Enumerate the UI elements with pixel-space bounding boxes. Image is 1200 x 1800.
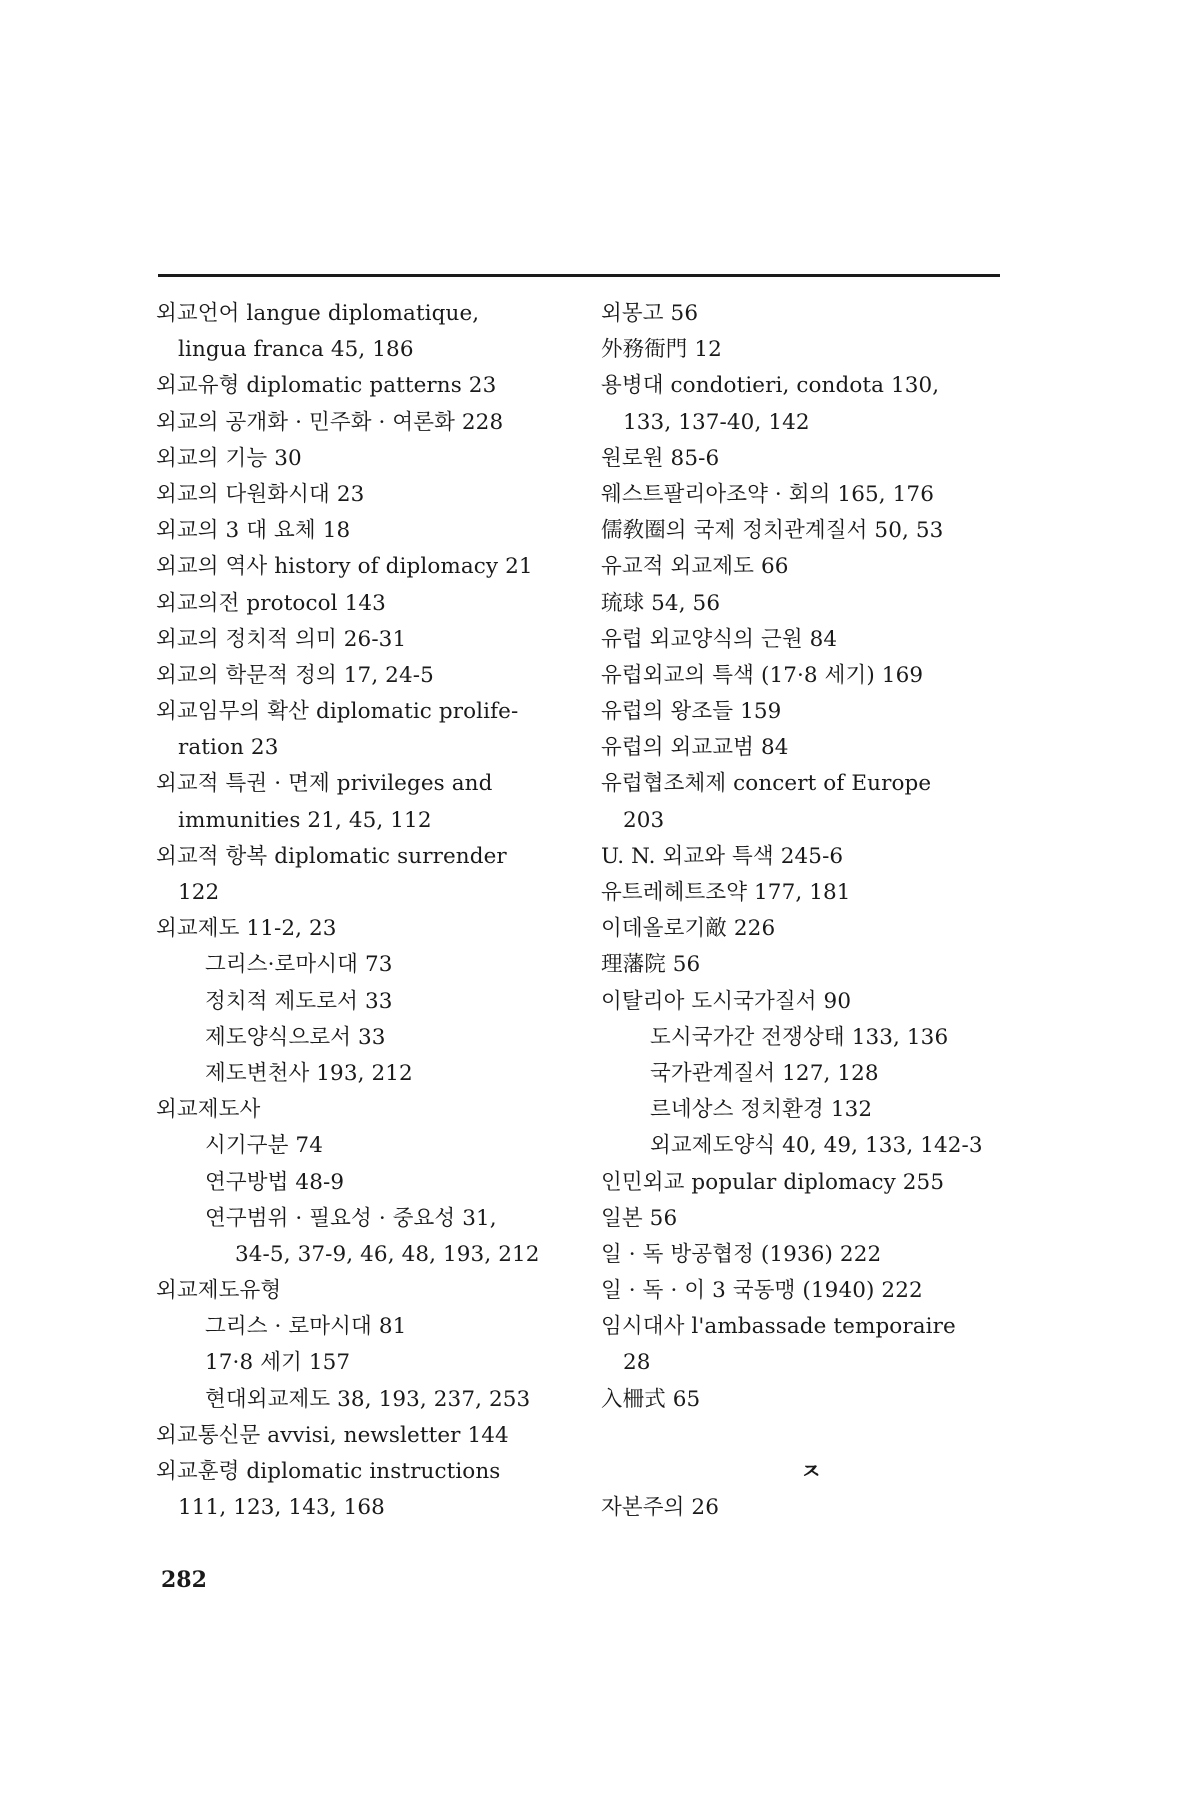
index-entry: 儒敎圈의 국제 정치관계질서 50, 53	[601, 518, 944, 544]
index-entry: 34-5, 37-9, 46, 48, 193, 212	[235, 1241, 540, 1267]
index-entry: 연구방법 48-9	[205, 1169, 345, 1195]
index-entry: 일 · 독 방공협정 (1936) 222	[601, 1241, 882, 1267]
index-entry: 外務衙門 12	[601, 337, 722, 363]
index-entry: 자본주의 26	[601, 1495, 719, 1521]
index-entry: 정치적 제도로서 33	[205, 988, 393, 1014]
index-entry: 入柵式 65	[601, 1386, 701, 1412]
index-entry: 유럽 외교양식의 근원 84	[601, 626, 838, 652]
index-entry: 외교의 기능 30	[156, 445, 302, 471]
index-entry: 외교임무의 확산 diplomatic prolife-	[156, 699, 519, 725]
index-entry: 국가관계질서 127, 128	[650, 1060, 879, 1086]
index-entry: 용병대 condotieri, condota 130,	[601, 373, 940, 399]
index-entry: 현대외교제도 38, 193, 237, 253	[205, 1386, 531, 1412]
index-entry: 외교제도사	[156, 1097, 261, 1123]
index-entry: 琉球 54, 56	[601, 590, 721, 616]
index-entry: U. N. 외교와 특색 245-6	[601, 843, 844, 869]
index-entry: 외교훈령 diplomatic instructions	[156, 1459, 501, 1484]
index-entry: 이데올로기敵 226	[601, 916, 776, 942]
index-entry: 理藩院 56	[601, 952, 701, 978]
index-entry: 원로원 85-6	[601, 445, 720, 471]
index-entry: 유트레헤트조약 177, 181	[601, 880, 851, 905]
index-entry: 외교의 공개화 · 민주화 · 여론화 228	[156, 409, 504, 435]
index-entry: 제도변천사 193, 212	[205, 1060, 413, 1086]
index-entry: 외교의 학문적 정의 17, 24-5	[156, 662, 434, 688]
index-entry: lingua franca 45, 186	[178, 337, 414, 363]
index-entry: 133, 137-40, 142	[623, 409, 810, 435]
index-entry: 28	[623, 1350, 651, 1376]
index-entry: 시기구분 74	[205, 1133, 323, 1159]
index-entry: 유교적 외교제도 66	[601, 554, 789, 580]
index-entry: 그리스 · 로마시대 81	[205, 1314, 407, 1340]
index-entry: 일 · 독 · 이 3 국동맹 (1940) 222	[601, 1278, 923, 1304]
index-entry: 외교제도양식 40, 49, 133, 142-3	[650, 1133, 983, 1159]
index-column-right	[601, 296, 1021, 1526]
index-column-left	[156, 296, 576, 1526]
index-entry: 웨스트팔리아조약 · 회의 165, 176	[601, 481, 934, 507]
index-entry: 122	[178, 880, 220, 905]
index-entry: 유럽협조체제 concert of Europe	[601, 771, 932, 797]
index-entry: 17·8 세기 157	[205, 1350, 351, 1376]
index-entry: 외교의 정치적 의미 26-31	[156, 626, 407, 652]
index-entry: 외교의 역사 history of diplomacy 21	[156, 554, 533, 580]
index-entry: 르네상스 정치환경 132	[650, 1097, 873, 1123]
index-entry	[601, 1418, 1021, 1454]
index-entry: 외교언어 langue diplomatique,	[156, 301, 480, 326]
index-entry: 도시국가간 전쟁상태 133, 136	[650, 1024, 949, 1050]
index-entry: 외교적 특권 · 면제 privileges and	[156, 771, 493, 797]
index-entry: 그리스·로마시대 73	[205, 952, 393, 978]
index-entry: 외교제도유형	[156, 1278, 282, 1304]
index-entry: 외교의전 protocol 143	[156, 590, 386, 616]
index-entry: immunities 21, 45, 112	[178, 807, 432, 833]
index-entry: 연구범위 · 필요성 · 중요성 31,	[205, 1205, 497, 1231]
index-entry: 인민외교 popular diplomacy 255	[601, 1169, 945, 1195]
top-rule	[158, 274, 1000, 277]
page-number: 282	[161, 1567, 207, 1593]
index-section-heading: ㅈ	[800, 1459, 822, 1485]
index-entry: 외교적 항복 diplomatic surrender	[156, 843, 507, 869]
index-entry: 외교제도 11-2, 23	[156, 916, 337, 942]
index-entry: 이탈리아 도시국가질서 90	[601, 988, 852, 1014]
index-entry: 외교의 3 대 요체 18	[156, 518, 351, 544]
index-entry: 유럽외교의 특색 (17·8 세기) 169	[601, 662, 924, 688]
index-entry: 203	[623, 807, 665, 833]
index-entry: 외교통신문 avvisi, newsletter 144	[156, 1422, 509, 1448]
index-entry: 외몽고 56	[601, 301, 699, 326]
index-entry: 111, 123, 143, 168	[178, 1495, 385, 1521]
index-entry: 임시대사 l'ambassade temporaire	[601, 1314, 956, 1340]
index-entry: 일본 56	[601, 1205, 678, 1231]
index-entry: 외교의 다원화시대 23	[156, 481, 365, 507]
index-entry: 외교유형 diplomatic patterns 23	[156, 373, 497, 399]
index-entry: 제도양식으로서 33	[205, 1024, 386, 1050]
index-entry: 유럽의 외교교범 84	[601, 735, 789, 761]
index-entry: 유럽의 왕조들 159	[601, 699, 782, 725]
index-entry: ration 23	[178, 735, 279, 761]
